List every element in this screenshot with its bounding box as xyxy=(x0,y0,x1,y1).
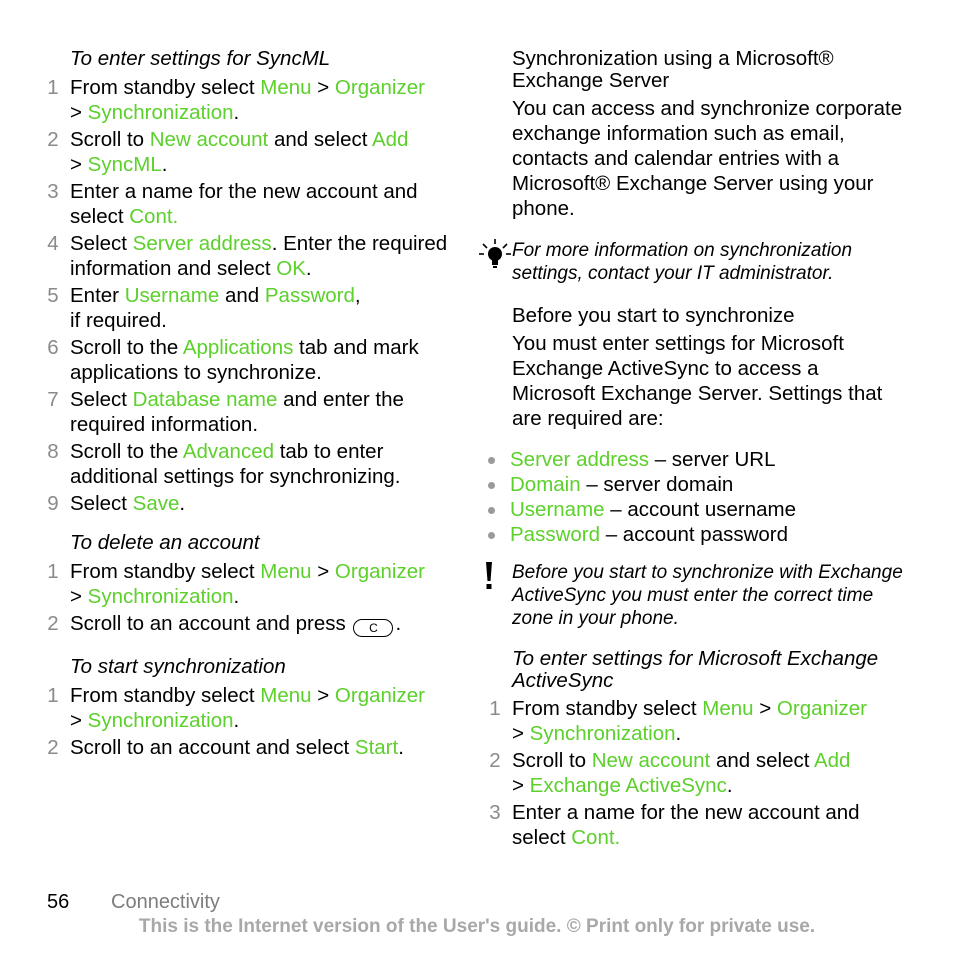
exchange-heading: Synchronization using a Microsoft® Exchange Server xyxy=(512,47,834,92)
step-number: 1 xyxy=(47,560,59,583)
delete-account-heading: To delete an account xyxy=(70,531,260,554)
synchronization-link: Synchronization xyxy=(87,101,234,124)
step-number: 2 xyxy=(47,736,59,759)
step-number: 1 xyxy=(489,697,501,720)
exclamation-icon xyxy=(483,561,495,599)
step-number: 1 xyxy=(47,76,59,99)
exchange-body: You can access and synchronize corporate exchange information such as email, contacts and calendar entries with a Microsoft® Exchange Server using your phone. xyxy=(512,97,903,220)
step-number: 7 xyxy=(47,388,59,411)
section-title: Connectivity xyxy=(111,891,220,913)
delete-steps xyxy=(45,559,455,637)
start-sync-heading: To start synchronization xyxy=(70,655,286,678)
organizer-link: Organizer xyxy=(334,76,425,99)
tip-text: For more information on synchronization settings, contact your IT administrator. xyxy=(512,240,853,284)
step-number: 2 xyxy=(489,749,501,772)
step-number: 1 xyxy=(47,684,59,707)
step-item: 3 Enter a name for the new account and select Cont. xyxy=(487,800,907,850)
list-item: Server address – server URL xyxy=(487,447,907,472)
bullet-icon xyxy=(488,532,495,539)
step-item: 1 From standby select Menu > Organizer > Synchronization. xyxy=(45,75,455,125)
step-item: 2 Scroll to an account and select Start. xyxy=(45,735,455,760)
list-item: Password – account password xyxy=(487,522,907,547)
step-number: 8 xyxy=(47,440,59,463)
step-item: 1 From standby select Menu > Organizer > Synchronization. xyxy=(45,559,455,609)
list-item: Username – account username xyxy=(487,497,907,522)
step-number: 4 xyxy=(47,232,59,255)
tip-note xyxy=(487,239,907,285)
step-item: 3 Enter a name for the new account and select Cont. xyxy=(45,179,455,229)
page-number: 56 xyxy=(47,891,70,913)
left-column xyxy=(45,44,455,760)
step-item: 1 From standby select Menu > Organizer > Synchronization. xyxy=(45,683,455,733)
step-item: 2 Scroll to New account and select Add > SyncML. xyxy=(45,127,455,177)
list-item: Domain – server domain xyxy=(487,472,907,497)
bullet-icon xyxy=(488,482,495,489)
bullet-icon xyxy=(488,507,495,514)
step-number: 2 xyxy=(47,128,59,151)
step-item: 8 Scroll to the Advanced tab to enter additional settings for synchronizing. xyxy=(45,439,455,489)
right-column xyxy=(487,44,907,850)
step-number: 3 xyxy=(489,801,501,824)
step-item: 2 Scroll to an account and press C . xyxy=(45,611,455,637)
before-sync-heading: Before you start to synchronize xyxy=(512,304,795,327)
warning-text: Before you start to synchronize with Exchange ActiveSync you must enter the correct time zone in your phone. xyxy=(512,562,903,629)
bullet-icon xyxy=(488,457,495,464)
warning-note xyxy=(487,561,907,630)
step-number: 2 xyxy=(47,612,59,635)
step-number: 9 xyxy=(47,492,59,515)
step-number: 3 xyxy=(47,180,59,203)
c-key-icon: C xyxy=(353,619,393,637)
step-item: 7 Select Database name and enter the required information. xyxy=(45,387,455,437)
activesync-heading: To enter settings for Microsoft Exchange ActiveSync xyxy=(512,647,879,692)
start-steps xyxy=(45,683,455,760)
required-settings-list xyxy=(487,447,907,547)
step-item: 1 From standby select Menu > Organizer > Synchronization. xyxy=(487,696,907,746)
step-number: 6 xyxy=(47,336,59,359)
step-number: 5 xyxy=(47,284,59,307)
syncml-heading: To enter settings for SyncML xyxy=(70,47,331,70)
step-item: 4 Select Server address. Enter the required information and select OK. xyxy=(45,231,455,281)
step-item: 6 Scroll to the Applications tab and mark applications to synchronize. xyxy=(45,335,455,385)
lightbulb-icon xyxy=(479,239,511,277)
menu-link: Menu xyxy=(260,76,312,99)
step-item: 5 Enter Username and Password, if required. xyxy=(45,283,455,333)
before-sync-body: You must enter settings for Microsoft Exchange ActiveSync to access a Microsoft Exchange Server. Settings that are required are: xyxy=(512,332,883,430)
step-item: 2 Scroll to New account and select Add > Exchange ActiveSync. xyxy=(487,748,907,798)
syncml-steps xyxy=(45,75,455,516)
disclaimer: This is the Internet version of the User's guide. © Print only for private use. xyxy=(138,916,816,937)
activesync-steps xyxy=(487,696,907,850)
step-item: 9 Select Save. xyxy=(45,491,455,516)
